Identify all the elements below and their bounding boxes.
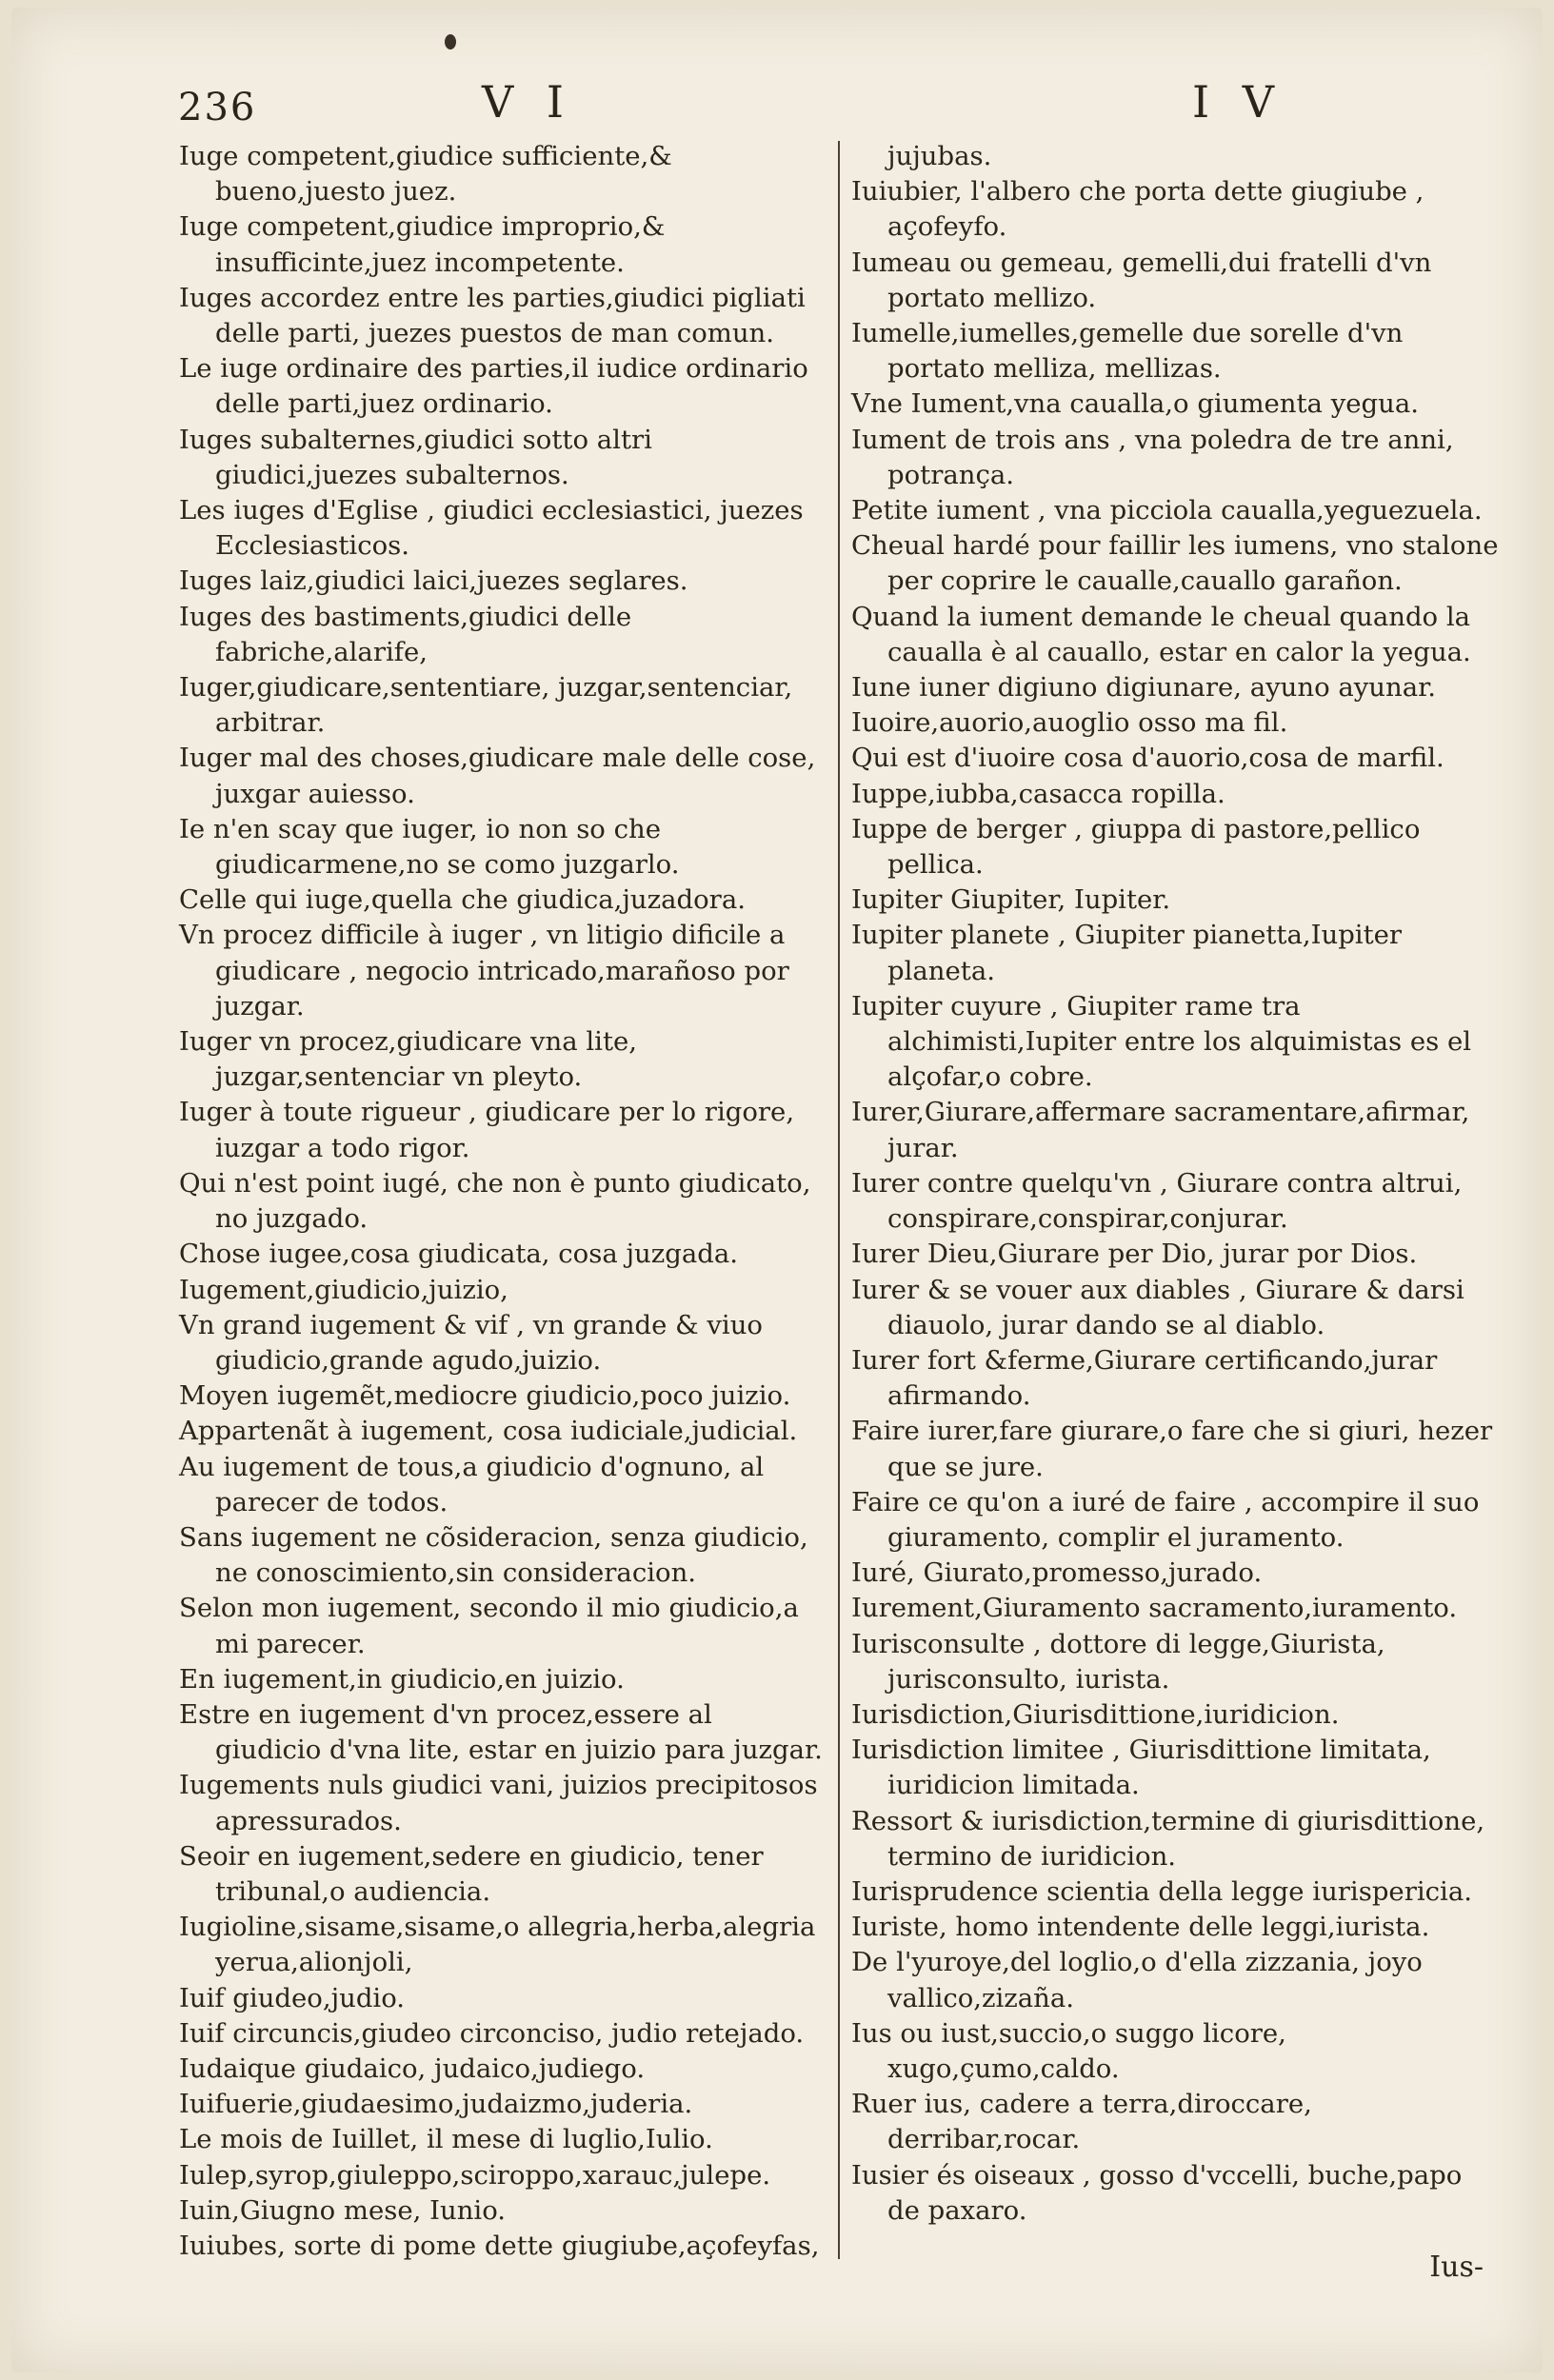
ink-spot <box>445 34 456 50</box>
dictionary-entry: Ruer ius, cadere a terra,diroccare, derribar,rocar. <box>851 2089 1312 2155</box>
dictionary-entry: Iugements nuls giudici vani, juizios precipitosos apressurados. <box>179 1770 818 1836</box>
dictionary-entry: Ie n'en scay que iuger, io non so che giudicarmene,no se como juzgarlo. <box>179 813 680 881</box>
catchword: Ius- <box>1429 2251 1484 2284</box>
dictionary-entry: Iurer contre quelqu'vn , Giurare contra altrui, conspirare,conspirar,conjurar. <box>851 1167 1463 1235</box>
dictionary-entry: Iugioline,sisame,sisame,o allegria,herba,alegria yerua,alionjoli, <box>179 1912 816 1978</box>
dictionary-entry: Iument de trois ans , vna poledra de tre anni, potrança. <box>851 424 1454 490</box>
dictionary-entry: Iuge competent,giudice improprio,& insufficinte,juez incompetente. <box>179 211 666 278</box>
dictionary-entry: Iurisconsulte , dottore di legge,Giurista, jurisconsulto, iurista. <box>851 1628 1385 1695</box>
dictionary-entry: Iurer & se vouer aux diables , Giurare & darsi diauolo, jurar dando se al diablo. <box>851 1274 1464 1340</box>
dictionary-entry: Iuifuerie,giudaesimo,judaizmo,juderia. <box>179 2089 693 2120</box>
dictionary-entry: Iuger,giudicare,sententiare, juzgar,sentenciar, arbitrar. <box>179 672 793 739</box>
dictionary-entry: Seoir en iugement,sedere en giudicio, tener tribunal,o audiencia. <box>179 1840 764 1907</box>
dictionary-entry: Iuges accordez entre les parties,giudici pigliati delle parti, juezes puestos de man comun. <box>179 282 806 349</box>
dictionary-entry: Iuoire,auorio,auoglio osso ma fil. <box>851 707 1288 739</box>
dictionary-entry: Iuges laiz,giudici laici,juezes seglares. <box>179 565 688 597</box>
dictionary-entry: Iuges des bastiments,giudici delle fabriche,alarife, <box>179 601 632 667</box>
dictionary-entry: Le iuge ordinaire des parties,il iudice ordinario delle parti,juez ordinario. <box>179 353 808 420</box>
dictionary-entry: Celle qui iuge,quella che giudica,juzadora. <box>179 884 746 916</box>
dictionary-entry: Iuges subalternes,giudici sotto altri giudici,juezes subalternos. <box>179 424 652 490</box>
dictionary-entry: Iupiter cuyure , Giupiter rame tra alchimisti,Iupiter entre los alquimistas es el alçofar,o cobre. <box>851 990 1472 1093</box>
dictionary-entry: Iurisprudence scientia della legge iurispericia. <box>851 1875 1472 1907</box>
dictionary-entry: Iuger à toute rigueur , giudicare per lo rigore, iuzgar a todo rigor. <box>179 1097 795 1163</box>
dictionary-entry: Iuriste, homo intendente delle leggi,iurista. <box>851 1912 1430 1943</box>
dictionary-entry: Au iugement de tous,a giudicio d'ognuno, al parecer de todos. <box>179 1451 765 1517</box>
dictionary-entry: Iurer fort &ferme,Giurare certificando,jurar afirmando. <box>851 1344 1438 1412</box>
dictionary-entry: Ius ou iust,succio,o suggo licore, xugo,çumo,caldo. <box>851 2017 1286 2084</box>
right-column <box>851 139 1499 2229</box>
dictionary-entry: Iulep,syrop,giuleppo,sciroppo,xarauc,julepe. <box>179 2159 771 2191</box>
dictionary-entry: Faire iurer,fare giurare,o fare che si giuri, hezer que se jure. <box>851 1416 1493 1482</box>
dictionary-entry: Iurement,Giuramento sacramento,iuramento. <box>851 1593 1458 1624</box>
dictionary-entry: Petite iument , vna picciola caualla,yeguezuela. <box>851 495 1483 526</box>
left-column <box>179 139 823 2264</box>
dictionary-entry: Iuif circuncis,giudeo circonciso, judio retejado. <box>179 2017 805 2049</box>
dictionary-entry: Iupiter planete , Giupiter pianetta,Iupiter planeta. <box>851 920 1403 986</box>
dictionary-entry: Selon mon iugement, secondo il mio giudicio,a mi parecer. <box>179 1593 799 1659</box>
dictionary-entry: Vne Iument,vna caualla,o giumenta yegua. <box>851 388 1419 420</box>
dictionary-entry: Cheual hardé pour faillir les iumens, vno stalone per coprire le caualle,cauallo garañon. <box>851 530 1499 597</box>
dictionary-entry: Iurisdiction,Giurisdittione,iuridicion. <box>851 1698 1340 1730</box>
dictionary-entry: Iuiubier, l'albero che porta dette giugiube , açofeyfo. <box>851 176 1424 243</box>
dictionary-entry: Iuppe de berger , giuppa di pastore,pellico pellica. <box>851 813 1421 881</box>
dictionary-entry: Iusier és oiseaux , gosso d'vccelli, buche,papo de paxaro. <box>851 2159 1463 2226</box>
dictionary-entry: Iurer,Giurare,affermare sacramentare,afirmar, jurar. <box>851 1097 1470 1163</box>
dictionary-entry: Vn grand iugement & vif , vn grande & viuo giudicio,grande agudo,juizio. <box>179 1309 763 1376</box>
dictionary-entry: Le mois de Iuillet, il mese di luglio,Iulio. <box>179 2124 713 2155</box>
dictionary-entry: Qui n'est point iugé, che non è punto giudicato, no juzgado. <box>179 1167 811 1235</box>
dictionary-entry: Iudaique giudaico, judaico,judiego. <box>179 2053 646 2084</box>
dictionary-entry: Sans iugement ne cõsideracion, senza giudicio, ne conoscimiento,sin consideracion. <box>179 1521 808 1589</box>
dictionary-entry: Iurer Dieu,Giurare per Dio, jurar por Dios. <box>851 1239 1418 1270</box>
column-divider <box>838 141 840 2259</box>
running-head-left: V I <box>482 76 574 128</box>
running-head-right: I V <box>1192 76 1285 128</box>
dictionary-entry: Iuppe,iubba,casacca ropilla. <box>851 778 1225 809</box>
page-number: 236 <box>178 86 257 129</box>
dictionary-entry: Chose iugee,cosa giudicata, cosa juzgada. <box>179 1239 738 1270</box>
dictionary-entry: Estre en iugement d'vn procez,essere al giudicio d'vna lite, estar en juizio para juzgar. <box>179 1698 823 1766</box>
dictionary-entry: Qui est d'iuoire cosa d'auorio,cosa de marfil. <box>851 743 1444 774</box>
dictionary-entry: Moyen iugemẽt,mediocre giudicio,poco juizio. <box>179 1380 791 1412</box>
dictionary-entry: Les iuges d'Eglise , giudici ecclesiastici, juezes Ecclesiasticos. <box>179 495 804 562</box>
dictionary-entry: Iuif giudeo,judio. <box>179 1982 406 2013</box>
dictionary-entry: Iuiubes, sorte di pome dette giugiube,açofeyfas, <box>179 2230 820 2261</box>
dictionary-entry: jujubas. <box>887 141 992 171</box>
dictionary-entry: Iuger mal des choses,giudicare male delle cose, juxgar auiesso. <box>179 743 816 809</box>
dictionary-entry: De l'yuroye,del loglio,o d'ella zizzania, joyo vallico,zizaña. <box>851 1947 1423 2013</box>
dictionary-entry: Iugement,giudicio,juizio, <box>179 1274 508 1305</box>
dictionary-entry: Vn procez difficile à iuger , vn litigio dificile a giudicare , negocio intricado,marañoso por juzgar. <box>179 920 789 1021</box>
dictionary-entry: Iune iuner digiuno digiunare, ayuno ayunar. <box>851 672 1436 704</box>
dictionary-entry: Iuin,Giugno mese, Iunio. <box>179 2194 507 2226</box>
dictionary-entry: Iuger vn procez,giudicare vna lite, juzgar,sentenciar vn pleyto. <box>179 1026 638 1093</box>
dictionary-entry: Iumelle,iumelles,gemelle due sorelle d'vn portato melliza, mellizas. <box>851 318 1404 385</box>
dictionary-entry: En iugement,in giudicio,en juizio. <box>179 1663 625 1695</box>
dictionary-entry: Faire ce qu'on a iuré de faire , accompire il suo giuramento, complir el juramento. <box>851 1486 1480 1553</box>
dictionary-entry: Iurisdiction limitee , Giurisdittione limitata, iuridicion limitada. <box>851 1735 1431 1801</box>
dictionary-entry: Iupiter Giupiter, Iupiter. <box>851 884 1171 916</box>
dictionary-entry: Iuge competent,giudice sufficiente,& bueno,juesto juez. <box>179 141 672 208</box>
dictionary-entry: Appartenãt à iugement, cosa iudiciale,judicial. <box>179 1416 798 1447</box>
dictionary-entry: Ressort & iurisdiction,termine di giurisdittione, termino de iuridicion. <box>851 1805 1485 1872</box>
dictionary-entry: Iumeau ou gemeau, gemelli,dui fratelli d'vn portato mellizo. <box>851 247 1432 313</box>
book-page <box>11 8 1543 2372</box>
dictionary-entry: Iuré, Giurato,promesso,jurado. <box>851 1557 1263 1589</box>
dictionary-entry: Quand la iument demande le cheual quando la caualla è al cauallo, estar en calor la yegua. <box>851 601 1471 667</box>
